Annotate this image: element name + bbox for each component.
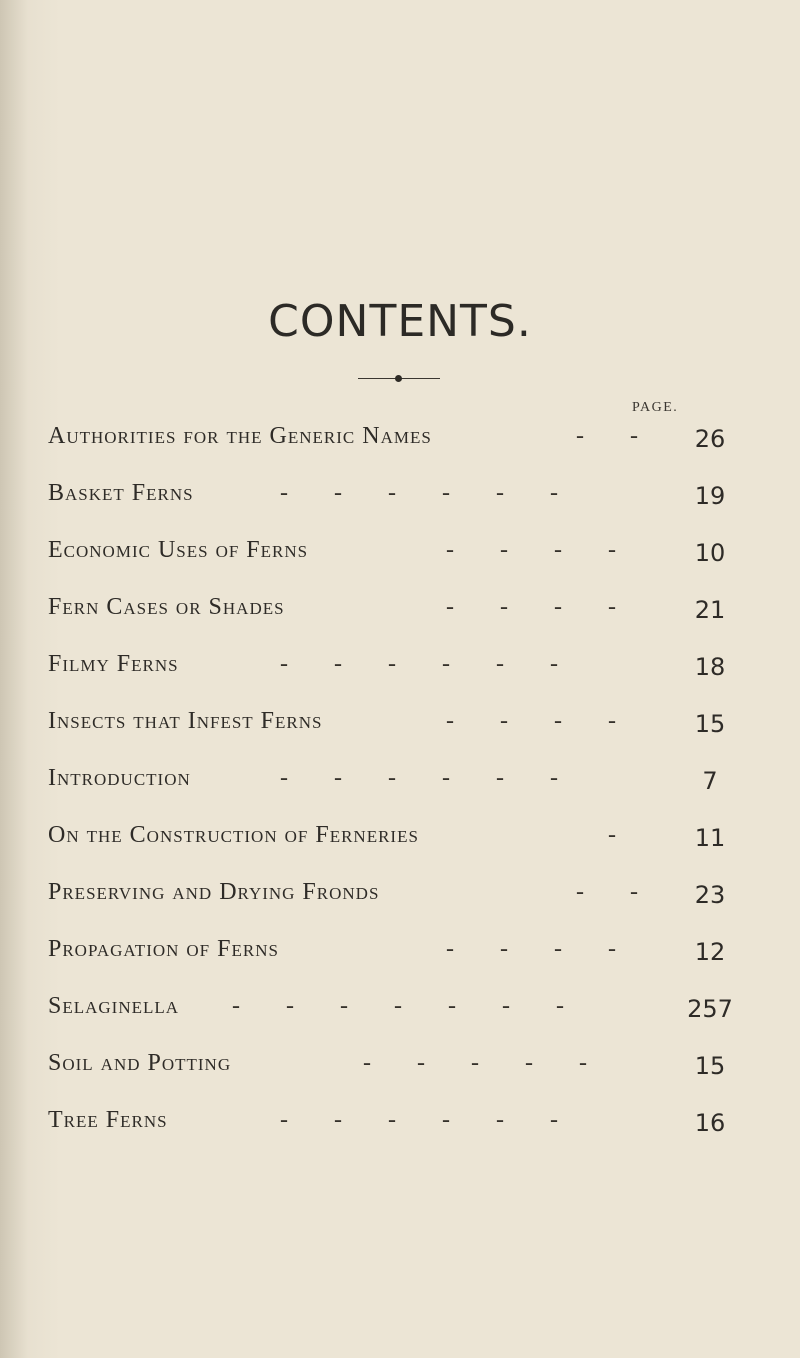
toc-entry-page: 16 [694,1109,726,1137]
toc-entry-title: Preserving and Drying Fronds [48,879,380,905]
toc-entry-soil-potting [48,1050,750,1090]
toc-entry-title: Soil and Potting [48,1050,232,1076]
toc-entry-leader: - - - - - - [280,480,578,506]
toc-entry-title: Basket Ferns [48,480,194,506]
toc-entry-page: 7 [702,767,718,795]
toc-entry-leader: - [608,822,636,848]
toc-entry-leader: - - - - [446,708,636,734]
toc-entry-title: Filmy Ferns [48,651,179,677]
toc-entry-page: 26 [694,425,726,453]
toc-entry-page: 15 [694,710,726,738]
toc-entry-title: Tree Ferns [48,1107,168,1133]
toc-entry-leader: - - [576,423,658,449]
toc-entry-page: 257 [687,995,733,1023]
toc-entry-page: 11 [694,824,726,852]
toc-entry-economic-uses [48,537,750,577]
toc-entry-selaginella [48,993,750,1033]
toc-entry-leader: - - - - - - - [232,993,584,1019]
toc-entry-page: 18 [694,653,726,681]
toc-entry-introduction [48,765,750,805]
toc-entry-page: 10 [694,539,726,567]
toc-entry-title: Authorities for the Generic Names [48,423,432,449]
title-ornament-dot [395,375,402,382]
toc-entry-authorities [48,423,750,463]
toc-entry-propagation [48,936,750,976]
toc-entry-leader: - - - - - - [280,651,578,677]
toc-entry-page: 12 [694,938,726,966]
toc-entry-leader: - - - - - - [280,765,578,791]
toc-entry-ferneries [48,822,750,862]
toc-entry-leader: - - - - [446,936,636,962]
toc-entry-title: Economic Uses of Ferns [48,537,309,563]
toc-entry-page: 19 [694,482,726,510]
toc-entry-leader: - - - - - - [280,1107,578,1133]
toc-entry-page: 23 [694,881,726,909]
toc-entry-page: 15 [694,1052,726,1080]
toc-entry-title: Fern Cases or Shades [48,594,285,620]
toc-entry-leader: - - - - - [363,1050,607,1076]
toc-entry-title: Propagation of Ferns [48,936,279,962]
toc-entry-leader: - - - - [446,537,636,563]
page-column-label: PAGE. [632,400,679,415]
toc-entry-leader: - - - - [446,594,636,620]
toc-entry-title: Introduction [48,765,191,791]
toc-entry-title: On the Construction of Ferneries [48,822,419,848]
toc-entry-tree-ferns [48,1107,750,1147]
page-title: CONTENTS. [268,296,532,347]
toc-entry-page: 21 [694,596,726,624]
toc-entry-fern-cases [48,594,750,634]
toc-entry-preserving [48,879,750,919]
toc-entry-insects [48,708,750,748]
toc-entry-leader: - - [576,879,658,905]
toc-entry-filmy-ferns [48,651,750,691]
toc-entry-title: Insects that Infest Ferns [48,708,323,734]
toc-entry-title: Selaginella [48,993,180,1019]
toc-entry-basket-ferns [48,480,750,520]
